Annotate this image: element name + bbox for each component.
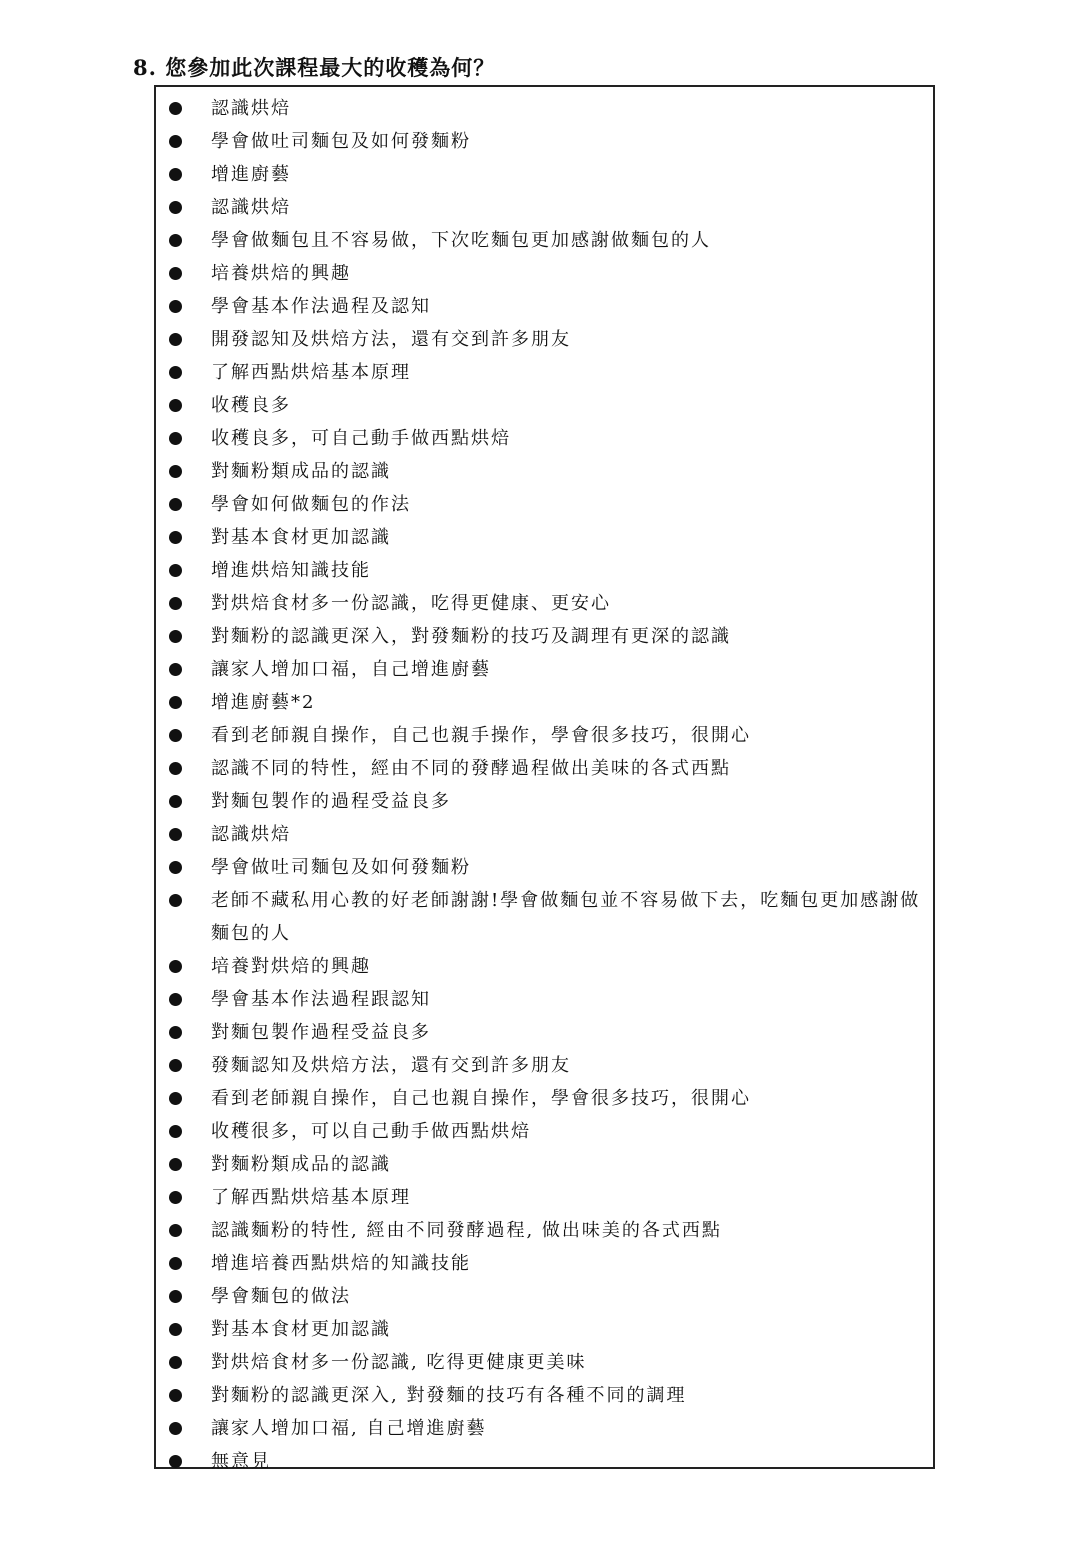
answer-item: [156, 1313, 933, 1346]
answer-text: 認識烘焙: [211, 98, 291, 119]
bullet-icon: [169, 960, 182, 973]
bullet-icon: [169, 1257, 182, 1270]
bullet-icon: [169, 234, 182, 247]
bullet-icon: [169, 663, 182, 676]
answer-item: [156, 587, 933, 620]
answer-item: [156, 1280, 933, 1313]
answer-box: [154, 85, 935, 1472]
bullet-icon: [169, 597, 182, 610]
answer-text: 對麵包製作過程受益良多: [211, 1022, 431, 1043]
answer-item: [156, 92, 933, 125]
answer-text: 認識烘焙: [211, 197, 291, 218]
answer-item: [156, 983, 933, 1016]
bullet-icon: [169, 1389, 182, 1402]
answer-item: [156, 851, 933, 884]
bullet-icon: [169, 1191, 182, 1204]
answer-item: [156, 1181, 933, 1214]
bullet-icon: [169, 366, 182, 379]
bullet-icon: [169, 729, 182, 742]
answer-item: [156, 785, 933, 818]
answer-item: [156, 191, 933, 224]
answer-text: 發麵認知及烘焙方法，還有交到許多朋友: [211, 1055, 571, 1076]
answer-text: 對烘焙食材多一份認識, 吃得更健康更美味: [211, 1352, 587, 1373]
bullet-icon: [169, 300, 182, 313]
answer-text: 對麵粉的認識更深入，對發麵粉的技巧及調理有更深的認識: [211, 626, 731, 647]
answer-text: 收穫良多，可自己動手做西點烘焙: [211, 428, 511, 449]
answer-item: [156, 1049, 933, 1082]
bullet-icon: [169, 894, 182, 907]
answer-item: [156, 620, 933, 653]
bullet-icon: [169, 1224, 182, 1237]
answer-item: [156, 653, 933, 686]
bullet-icon: [169, 696, 182, 709]
answer-item: [156, 290, 933, 323]
answer-item: [156, 455, 933, 488]
answer-item: [156, 1412, 933, 1445]
bullet-icon: [169, 993, 182, 1006]
bullet-icon: [169, 1323, 182, 1336]
bullet-icon: [169, 1092, 182, 1105]
answer-item: [156, 1214, 933, 1247]
answer-text: 學會基本作法過程跟認知: [211, 989, 431, 1010]
answer-text: 培養對烘焙的興趣: [211, 956, 371, 977]
answer-item: [156, 521, 933, 554]
answer-text: 認識麵粉的特性, 經由不同發酵過程, 做出味美的各式西點: [211, 1220, 722, 1241]
answer-text: 學會如何做麵包的作法: [211, 494, 411, 515]
bullet-icon: [169, 267, 182, 280]
bullet-icon: [169, 399, 182, 412]
answer-text: 增進廚藝*2: [211, 692, 316, 713]
answer-text: 培養烘焙的興趣: [211, 263, 351, 284]
answer-item: [156, 818, 933, 851]
answer-item: [156, 1016, 933, 1049]
bullet-icon: [169, 465, 182, 478]
answer-text: 無意見: [211, 1451, 271, 1472]
bullet-icon: [169, 102, 182, 115]
answer-item: [156, 422, 933, 455]
answer-item: [156, 356, 933, 389]
answer-item: [156, 1247, 933, 1280]
bullet-icon: [169, 564, 182, 577]
question-title: 8. 您參加此次課程最大的收穫為何？: [133, 55, 496, 80]
answer-text: 老師不藏私用心教的好老師謝謝!學會做麵包並不容易做下去，吃麵包更加感謝做麵包的人: [211, 890, 921, 944]
bullet-icon: [169, 333, 182, 346]
answer-text: 增進烘焙知識技能: [211, 560, 371, 581]
answer-item: [156, 884, 933, 950]
answer-item: [156, 686, 933, 719]
answer-text: 學會做吐司麵包及如何發麵粉: [211, 857, 471, 878]
bullet-icon: [169, 531, 182, 544]
answer-text: 學會做麵包且不容易做，下次吃麵包更加感謝做麵包的人: [211, 230, 711, 251]
answer-item: [156, 1445, 933, 1478]
answer-item: [156, 554, 933, 587]
answer-text: 學會做吐司麵包及如何發麵粉: [211, 131, 471, 152]
bullet-icon: [169, 1290, 182, 1303]
answer-item: [156, 389, 933, 422]
answer-text: 看到老師親自操作，自己也親自操作，學會很多技巧，很開心: [211, 1088, 751, 1109]
answer-text: 對基本食材更加認識: [211, 527, 391, 548]
bullet-icon: [169, 1125, 182, 1138]
answer-item: [156, 1082, 933, 1115]
answer-item: [156, 125, 933, 158]
bullet-icon: [169, 1026, 182, 1039]
bullet-icon: [169, 1455, 182, 1468]
bullet-icon: [169, 201, 182, 214]
bullet-icon: [169, 1356, 182, 1369]
bullet-icon: [169, 861, 182, 874]
answer-text: 增進廚藝: [211, 164, 291, 185]
answer-text: 收穫很多，可以自己動手做西點烘焙: [211, 1121, 531, 1142]
answer-item: [156, 158, 933, 191]
answer-item: [156, 1379, 933, 1412]
bullet-icon: [169, 498, 182, 511]
answer-text: 看到老師親自操作，自己也親手操作，學會很多技巧，很開心: [211, 725, 751, 746]
answer-item: [156, 1346, 933, 1379]
answer-text: 對麵粉的認識更深入, 對發麵的技巧有各種不同的調理: [211, 1385, 687, 1406]
answer-text: 讓家人增加口福, 自己增進廚藝: [211, 1418, 487, 1439]
answer-text: 開發認知及烘焙方法，還有交到許多朋友: [211, 329, 571, 350]
answer-text: 收穫良多: [211, 395, 291, 416]
answer-text: 對麵粉類成品的認識: [211, 461, 391, 482]
bullet-icon: [169, 630, 182, 643]
answer-text: 了解西點烘焙基本原理: [211, 362, 411, 383]
answer-text: 對麵粉類成品的認識: [211, 1154, 391, 1175]
answer-text: 認識不同的特性，經由不同的發酵過程做出美味的各式西點: [211, 758, 731, 779]
bullet-icon: [169, 1422, 182, 1435]
bullet-icon: [169, 1158, 182, 1171]
answer-text: 對烘焙食材多一份認識，吃得更健康、更安心: [211, 593, 611, 614]
bullet-icon: [169, 135, 182, 148]
answer-item: [156, 1148, 933, 1181]
answer-item: [156, 752, 933, 785]
answer-item: [156, 488, 933, 521]
answer-text: 了解西點烘焙基本原理: [211, 1187, 411, 1208]
bullet-icon: [169, 762, 182, 775]
answer-item: [156, 257, 933, 290]
answer-text: 學會基本作法過程及認知: [211, 296, 431, 317]
answer-item: [156, 950, 933, 983]
answer-text: 認識烘焙: [211, 824, 291, 845]
answer-text: 讓家人增加口福，自己增進廚藝: [211, 659, 491, 680]
answer-text: 增進培養西點烘焙的知識技能: [211, 1253, 471, 1274]
bullet-icon: [169, 1059, 182, 1072]
bullet-icon: [169, 795, 182, 808]
bullet-icon: [169, 168, 182, 181]
answer-item: [156, 224, 933, 257]
answer-item: [156, 719, 933, 752]
answer-text: 對麵包製作的過程受益良多: [211, 791, 451, 812]
answer-item: [156, 323, 933, 356]
answer-list: [156, 87, 933, 1478]
answer-text: 學會麵包的做法: [211, 1286, 351, 1307]
answer-text: 對基本食材更加認識: [211, 1319, 391, 1340]
bullet-icon: [169, 432, 182, 445]
bullet-icon: [169, 828, 182, 841]
answer-item: [156, 1115, 933, 1148]
